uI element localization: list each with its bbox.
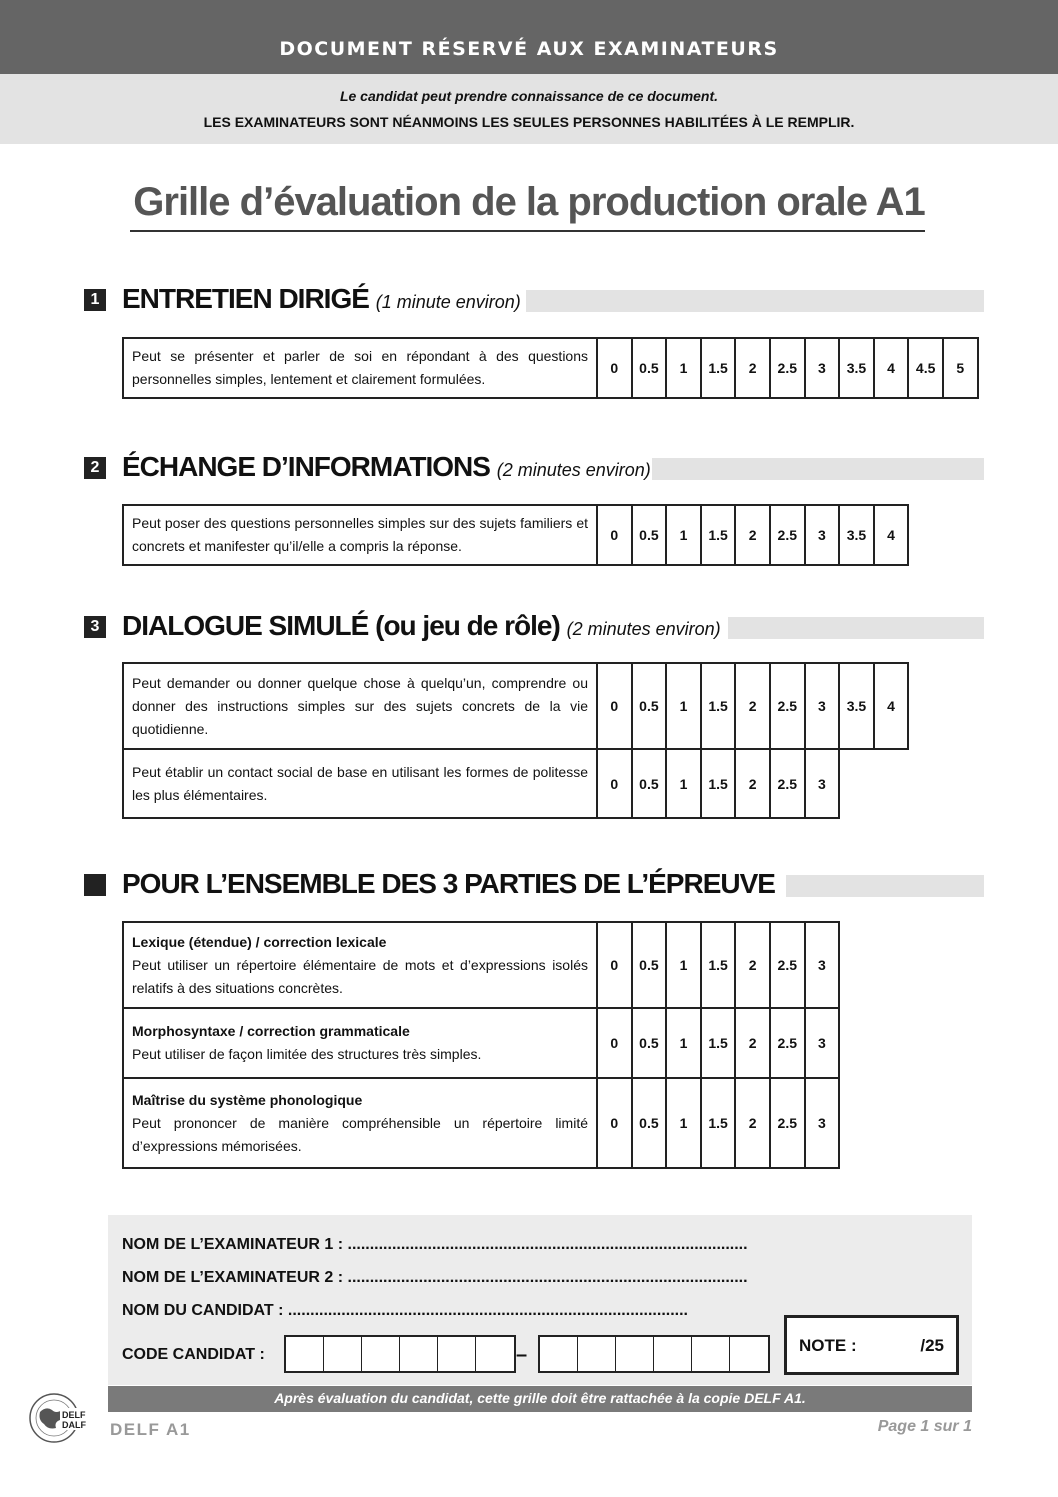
score-cell[interactable]: 0 — [597, 505, 632, 565]
criterion-row — [123, 1078, 839, 1168]
score-cell[interactable]: 1 — [666, 1008, 701, 1078]
score-cell[interactable]: 0 — [597, 338, 632, 398]
score-cell[interactable]: 5 — [943, 338, 978, 398]
section-title-text: ENTRETIEN DIRIGÉ — [122, 283, 369, 314]
criterion-row — [123, 505, 908, 565]
banner-title: DOCUMENT RÉSERVÉ AUX EXAMINATEURS — [279, 38, 779, 60]
score-cell[interactable]: 2.5 — [770, 663, 805, 749]
section-number: 3 — [84, 616, 106, 638]
score-cell[interactable]: 1 — [666, 922, 701, 1008]
score-cell[interactable]: 3 — [805, 1008, 840, 1078]
code-digit-input[interactable] — [438, 1337, 476, 1371]
score-cell[interactable]: 0 — [597, 922, 632, 1008]
code-digit-input[interactable] — [578, 1337, 616, 1371]
score-cell[interactable]: 1.5 — [701, 505, 736, 565]
page-title: Grille d’évaluation de la production orale A1 — [133, 180, 925, 224]
note-total: /25 — [920, 1336, 944, 1355]
score-cell[interactable]: 0.5 — [632, 1008, 667, 1078]
criterion-row — [123, 338, 978, 398]
score-cell[interactable]: 2 — [735, 663, 770, 749]
score-cell[interactable]: 4 — [874, 338, 909, 398]
score-cell[interactable]: 3 — [805, 338, 840, 398]
score-cell[interactable]: 1.5 — [701, 749, 736, 818]
criterion-row — [123, 922, 839, 1008]
section-band — [728, 617, 984, 639]
criterion-heading: Morphosyntaxe / correction grammaticale — [132, 1023, 410, 1039]
svg-text:DALF: DALF — [62, 1420, 86, 1430]
section-3-header — [84, 610, 984, 642]
section-2-header — [84, 451, 984, 483]
section-title — [122, 451, 651, 483]
section-1-grid — [122, 337, 979, 399]
candidate-name-field[interactable]: NOM DU CANDIDAT : .......................................................................................... — [122, 1302, 688, 1319]
score-cell[interactable]: 0.5 — [632, 749, 667, 818]
examiner-1-field[interactable]: NOM DE L’EXAMINATEUR 1 : .......................................................................................... — [122, 1236, 748, 1253]
criterion-heading: Maîtrise du système phonologique — [132, 1091, 363, 1108]
score-cell[interactable]: 0.5 — [632, 1078, 667, 1168]
score-cell[interactable]: 0 — [597, 663, 632, 749]
criterion-text: Peut prononcer de manière compréhensible un répertoire limité d’expressions mémorisées. — [132, 1114, 588, 1154]
candidate-code-label: CODE CANDIDAT : — [122, 1346, 265, 1363]
score-cell[interactable]: 4 — [874, 663, 909, 749]
score-cell[interactable]: 1 — [666, 338, 701, 398]
header-banner — [0, 0, 1058, 74]
criterion-description: Peut établir un contact social de base en utilisant les formes de politesse les plus élémentaires. — [123, 749, 597, 818]
criterion-description — [123, 1078, 597, 1168]
score-cell[interactable]: 1 — [666, 505, 701, 565]
score-cell[interactable]: 2.5 — [770, 338, 805, 398]
code-digit-input[interactable] — [730, 1337, 768, 1371]
criterion-row — [123, 663, 908, 749]
empty-cell — [839, 749, 874, 818]
section-number: 2 — [84, 457, 106, 479]
score-cell[interactable]: 3 — [805, 922, 840, 1008]
criterion-row — [123, 1008, 839, 1078]
score-cell[interactable]: 4 — [874, 505, 909, 565]
score-cell[interactable]: 4.5 — [908, 338, 943, 398]
score-cell[interactable]: 2.5 — [770, 749, 805, 818]
criterion-description: Peut poser des questions personnelles simples sur des sujets familiers et concrets et manifester qu’il/elle a compris la réponse. — [123, 505, 597, 565]
score-cell[interactable]: 2 — [735, 505, 770, 565]
score-cell[interactable]: 3.5 — [839, 505, 874, 565]
section-duration: (2 minutes environ) — [496, 460, 651, 480]
score-cell[interactable]: 0.5 — [632, 505, 667, 565]
score-cell[interactable]: 1.5 — [701, 1078, 736, 1168]
score-cell[interactable]: 0 — [597, 1078, 632, 1168]
score-cell[interactable]: 0 — [597, 749, 632, 818]
attach-notice: Après évaluation du candidat, cette grille doit être rattachée à la copie DELF A1. — [274, 1390, 806, 1406]
section-duration: (2 minutes environ) — [566, 619, 721, 639]
criterion-description: Peut se présenter et parler de soi en répondant à des questions personnelles simples, lentement et clairement formulées. — [123, 338, 597, 398]
score-cell[interactable]: 2 — [735, 1078, 770, 1168]
section-3-grid — [122, 662, 909, 819]
score-cell[interactable]: 1 — [666, 749, 701, 818]
score-cell[interactable]: 3 — [805, 505, 840, 565]
section-title-text: DIALOGUE SIMULÉ (ou jeu de rôle) — [122, 610, 560, 641]
score-cell[interactable]: 2 — [735, 749, 770, 818]
score-cell[interactable]: 3.5 — [839, 338, 874, 398]
section-band — [526, 290, 984, 312]
code-digit-input[interactable] — [692, 1337, 730, 1371]
code-separator: – — [516, 1344, 528, 1366]
criterion-description — [123, 922, 597, 1008]
code-digit-input[interactable] — [324, 1337, 362, 1371]
score-cell[interactable]: 2 — [735, 1008, 770, 1078]
criterion-heading: Lexique (étendue) / correction lexicale — [132, 933, 387, 950]
criterion-description — [123, 1008, 597, 1078]
section-overall-header — [84, 868, 984, 900]
section-2-grid — [122, 504, 909, 566]
score-cell[interactable]: 1 — [666, 663, 701, 749]
section-title — [122, 868, 775, 900]
score-cell[interactable]: 3 — [805, 663, 840, 749]
score-cell[interactable]: 0.5 — [632, 922, 667, 1008]
section-duration: (1 minute environ) — [375, 292, 521, 312]
score-cell[interactable]: 1.5 — [701, 338, 736, 398]
code-digit-input[interactable] — [400, 1337, 438, 1371]
candidate-code-part-1 — [284, 1335, 516, 1373]
section-number: 1 — [84, 289, 106, 311]
score-cell[interactable]: 2 — [735, 922, 770, 1008]
score-cell[interactable]: 3 — [805, 1078, 840, 1168]
score-cell[interactable]: 1 — [666, 1078, 701, 1168]
title-underline — [130, 230, 925, 232]
code-digit-input[interactable] — [616, 1337, 654, 1371]
score-cell[interactable]: 0.5 — [632, 338, 667, 398]
score-cell[interactable]: 0.5 — [632, 663, 667, 749]
code-digit-input[interactable] — [286, 1337, 324, 1371]
header-notice — [0, 74, 1058, 144]
code-digit-input[interactable] — [654, 1337, 692, 1371]
section-band — [652, 458, 984, 480]
score-cell[interactable]: 3 — [805, 749, 840, 818]
score-cell[interactable]: 2.5 — [770, 1078, 805, 1168]
code-digit-input[interactable] — [540, 1337, 578, 1371]
note-box[interactable] — [784, 1315, 959, 1375]
criterion-row — [123, 749, 908, 818]
delf-dalf-logo-icon — [26, 1390, 94, 1446]
section-title — [122, 610, 721, 642]
score-cell[interactable]: 1.5 — [701, 663, 736, 749]
criterion-text: Peut utiliser un répertoire élémentaire de mots et d’expressions isolés relatifs à des situations concrètes. — [132, 956, 588, 996]
score-cell[interactable]: 3.5 — [839, 663, 874, 749]
notice-line-1: Le candidat peut prendre connaissance de ce document. — [339, 88, 719, 104]
section-1-header — [84, 283, 984, 315]
score-cell[interactable]: 2.5 — [770, 1008, 805, 1078]
section-marker — [84, 874, 106, 896]
page-number: Page 1 sur 1 — [877, 1418, 972, 1435]
empty-cell — [874, 749, 909, 818]
attach-notice-bar — [108, 1386, 972, 1412]
note-label: NOTE : — [799, 1336, 857, 1355]
exam-label: DELF A1 — [110, 1420, 191, 1439]
score-cell[interactable]: 2.5 — [770, 505, 805, 565]
section-band — [786, 875, 984, 897]
code-digit-input[interactable] — [362, 1337, 400, 1371]
code-digit-input[interactable] — [476, 1337, 514, 1371]
notice-line-2: LES EXAMINATEURS SONT NÉANMOINS LES SEULES PERSONNES HABILITÉES À LE REMPLIR. — [203, 114, 855, 130]
svg-text:DELF: DELF — [62, 1410, 86, 1420]
section-title — [122, 283, 521, 315]
score-cell[interactable]: 1.5 — [701, 922, 736, 1008]
score-cell[interactable]: 1.5 — [701, 1008, 736, 1078]
criterion-description: Peut demander ou donner quelque chose à quelqu’un, comprendre ou donner des instructions simples sur des sujets concrets de la vie quotidienne. — [123, 663, 597, 749]
score-cell[interactable]: 2.5 — [770, 922, 805, 1008]
score-cell[interactable]: 2 — [735, 338, 770, 398]
section-overall-grid — [122, 921, 840, 1169]
section-title-text: POUR L’ENSEMBLE DES 3 PARTIES DE L’ÉPREUVE — [122, 868, 775, 899]
candidate-code-part-2 — [538, 1335, 770, 1373]
examiner-2-field[interactable]: NOM DE L’EXAMINATEUR 2 : .......................................................................................... — [122, 1269, 748, 1286]
criterion-text: Peut utiliser de façon limitée des structures très simples. — [132, 1046, 482, 1062]
score-cell[interactable]: 0 — [597, 1008, 632, 1078]
section-title-text: ÉCHANGE D’INFORMATIONS — [122, 451, 490, 482]
